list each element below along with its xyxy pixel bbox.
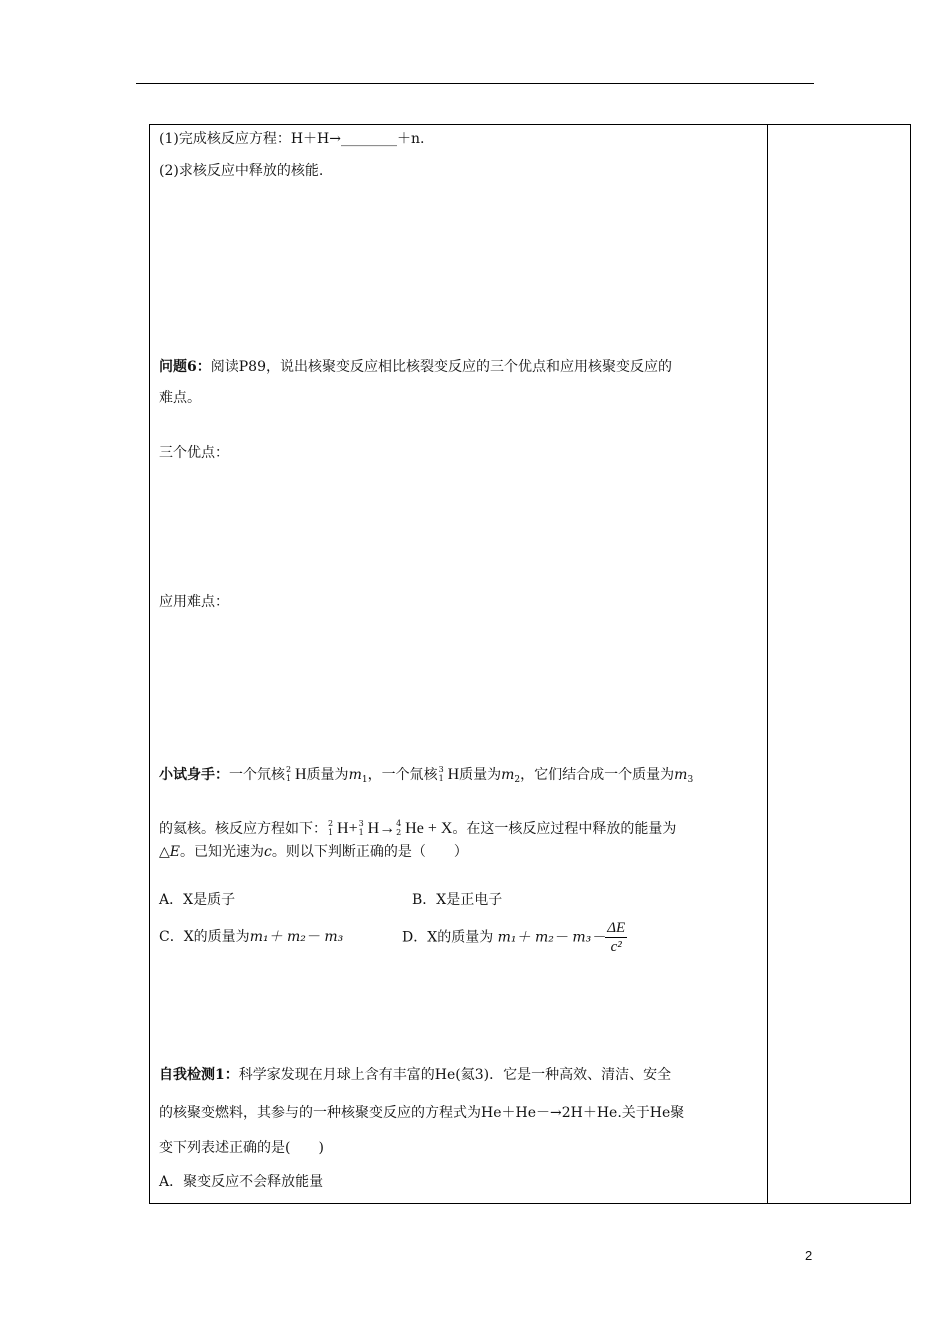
delta-e-over-c-squared: $\frac{\Delta E}{\text{c²}}$ (607, 920, 626, 955)
trial-line1 (159, 765, 693, 790)
question-2: (2)求核反应中释放的核能. (159, 163, 324, 179)
option-c: C．X的质量为m₁＋ m₂－ m₃ (159, 929, 344, 945)
trial-text: 一个氘核 (229, 767, 285, 783)
trial-text: 。在这一核反应过程中释放的能量为 (452, 821, 677, 837)
var-m2: $m_2$ (501, 767, 521, 785)
trial-text: 的氦核。核反应方程如下： (159, 821, 327, 837)
option-b: B．X是正电子 (412, 892, 503, 908)
trial-text: 质量为 (306, 767, 349, 783)
advantages-label: 三个优点： (159, 445, 229, 461)
selfcheck-line2: 的核聚变燃料，其参与的一种核聚变反应的方程式为He＋He－→2H＋He.关于He聚 (159, 1105, 685, 1121)
option-a: A．X是质子 (159, 892, 236, 908)
question-6-line2: 难点。 (159, 390, 201, 406)
deuterium-symbol: H (295, 766, 307, 783)
worksheet-table (149, 124, 911, 1204)
selfcheck-line1: 自我检测1：科学家发现在月球上含有丰富的He(氦3)．它是一种高效、清洁、安全 (159, 1067, 672, 1083)
reaction-equation: 2 1 H+ 3 1 H→ 4 2 He + X (328, 819, 453, 837)
option-d: D．X的质量为 m₁＋ m₂－ m₃－ $\frac{\Delta E}{\text{c²}}$ (402, 920, 626, 955)
header-rule (136, 83, 814, 84)
selfcheck-option-a: A．聚变反应不会释放能量 (159, 1174, 324, 1190)
question-6-line1 (159, 357, 672, 377)
trial-line3: △E。已知光速为c。则以下判断正确的是（ ） (159, 844, 468, 860)
tritium-isotope: 3 1 (438, 765, 444, 783)
question-6-label: 问题6： (159, 359, 211, 375)
trial-label: 小试身手： (159, 767, 229, 783)
selfcheck-line3: 变下列表述正确的是( ) (159, 1140, 324, 1156)
deuterium-isotope: 2 1 (286, 765, 292, 783)
trial-text: ，一个氚核 (367, 767, 438, 783)
difficulty-label: 应用难点： (159, 594, 229, 610)
var-m1: $m_1$ (348, 767, 368, 785)
trial-text: ，它们结合成一个质量为 (520, 767, 675, 783)
page-number: 2 (805, 1248, 813, 1263)
question-6-text: 阅读P89，说出核聚变反应相比核裂变反应的三个优点和应用核聚变反应的 (210, 359, 672, 375)
selfcheck-label: 自我检测1： (159, 1067, 239, 1083)
question-1: (1)完成核反应方程：H＋H→________＋n. (159, 131, 425, 147)
trial-text: 质量为 (459, 767, 502, 783)
column-divider (767, 125, 768, 1203)
var-m3: $m_3$ (674, 767, 694, 785)
trial-line2 (159, 819, 676, 839)
tritium-symbol: H (447, 766, 460, 783)
